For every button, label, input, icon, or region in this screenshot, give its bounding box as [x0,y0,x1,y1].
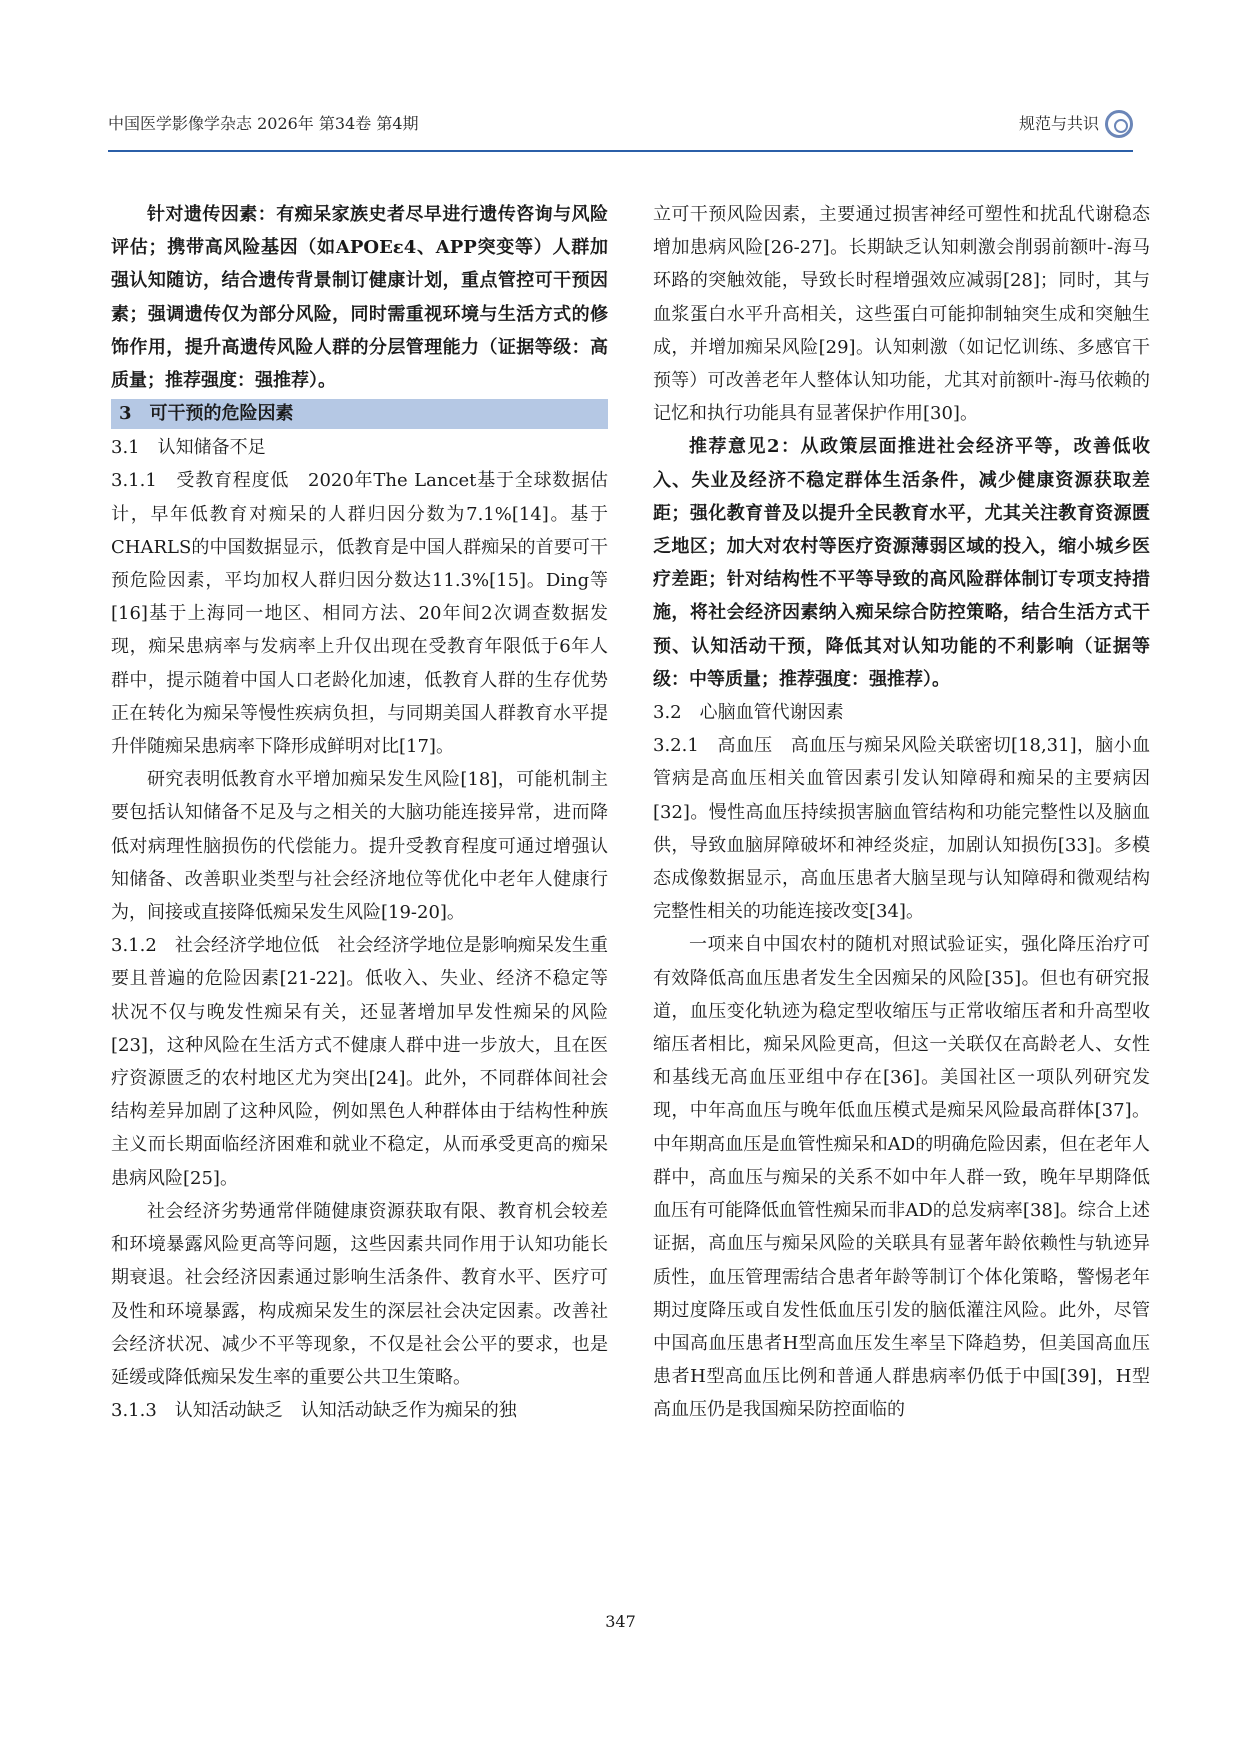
para-education-mechanism: 研究表明低教育水平增加痴呆发生风险[18]，可能机制主要包括认知储备不足及与之相关的大脑功能连接异常，进而降低对病理性脑损伤的代偿能力。提升受教育程度可通过增强认知储备、改善职业类型与社会经济地位等优化中老年人健康行为，间接或直接降低痴呆发生风险[19-20]。 [111,769,608,924]
journal-logo-icon [1105,110,1133,138]
running-header [108,104,1133,144]
para-cognitive-activity: 立可干预风险因素，主要通过损害神经可塑性和扰乱代谢稳态增加患病风险[26-27]。长期缺乏认知刺激会削弱前额叶-海马环路的突触效能，导致长时程增强效应减弱[28]；同时，其与血浆蛋白水平升高相关，这些蛋白可能抑制轴突生成和突触生成，并增加痴呆风险[29]。认知刺激（如记忆训练、多感官干预等）可改善老年人整体认知功能，尤其对前额叶-海马依赖的记忆和执行功能具有显著保护作用[30]。 [653,204,1150,425]
section-label: 规范与共识 [1018,114,1099,133]
para-3-2-1: 3.2.1 高血压 高血压与痴呆风险关联密切[18,31]，脑小血管病是高血压相关血管因素引发认知障碍和痴呆的主要病因[32]。慢性高血压持续损害脑血管结构和功能完整性以及脑血供，导致血脑屏障破坏和神经炎症，加剧认知损伤[33]。多模态成像数据显示，高血压患者大脑呈现与认知障碍和微观结构完整性相关的功能连接改变[34]。 [653,735,1150,923]
page-number: 347 [605,1612,636,1631]
para-3-1-1: 3.1.1 受教育程度低 2020年The Lancet基于全球数据估计，早年低教育对痴呆的人群归因分数为7.1%[14]。基于CHARLS的中国数据显示，低教育是中国人群痴呆的首要可干预危险因素，平均加权人群归因分数达11.3%[15]。Ding等[16]基于上海同一地区、相同方法、20年间2次调查数据发现，痴呆患病率与发病率上升仅出现在受教育年限低于6年人群中，提示随着中国人口老龄化加速，低教育人群的生存优势正在转化为痴呆等慢性疾病负担，与同期美国人群教育水平提升伴随痴呆患病率下降形成鲜明对比[17]。 [111,470,608,758]
subheading-3-1: 3.1 认知储备不足 [111,437,266,459]
subheading-3-2: 3.2 心脑血管代谢因素 [653,702,844,724]
para-3-1-2: 3.1.2 社会经济学地位低 社会经济学地位是影响痴呆发生重要且普遍的危险因素[21-22]。低收入、失业、经济不稳定等状况不仅与晚发性痴呆有关，还显著增加早发性痴呆的风险[23]，这种风险在生活方式不健康人群中进一步放大，且在医疗资源匮乏的农村地区尤为突出[24]。此外，不同群体间社会结构差异加剧了这种风险，例如黑色人种群体由于结构性种族主义而长期面临经济困难和就业不稳定，从而承受更高的痴呆患病风险[25]。 [111,935,608,1189]
section-label-wrap [1019,104,1133,144]
para-hypertension-evidence: 一项来自中国农村的随机对照试验证实，强化降压治疗可有效降低高血压患者发生全因痴呆的风险[35]。但也有研究报道，血压变化轨迹为稳定型收缩压与正常收缩压者和升高型收缩压者相比，痴呆风险更高，但这一关联仅在高龄老人、女性和基线无高血压亚组中存在[36]。美国社区一项队列研究发现，中年高血压与晚年低血压模式是痴呆风险最高群体[37]。中年期高血压是血管性痴呆和AD的明确危险因素，但在老年人群中，高血压与痴呆的关系不如中年人群一致，晚年早期降低血压有可能降低血管性痴呆而非AD的总发病率[38]。综合上述证据，高血压与痴呆风险的关联具有显著年龄依赖性与轨迹异质性，血压管理需结合患者年龄等制订个体化策略，警惕老年期过度降压或自发性低血压引发的脑低灌注风险。此外，尽管中国高血压患者H型高血压发生率呈下降趋势，但美国高血压患者H型高血压比例和普通人群患病率仍低于中国[39]，H型高血压仍是我国痴呆防控面临的 [653,934,1150,1421]
recommendation-2: 推荐意见2：从政策层面推进社会经济平等，改善低收入、失业及经济不稳定群体生活条件，减少健康资源获取差距；强化教育普及以提升全民教育水平，尤其关注教育资源匮乏地区；加大对农村等医疗资源薄弱区域的投入，缩小城乡医疗差距；针对结构性不平等导致的高风险群体制订专项支持措施，将社会经济因素纳入痴呆综合防控策略，结合生活方式干预、认知活动干预，降低其对认知功能的不利影响（证据等级：中等质量；推荐强度：强推荐）。 [653,436,1150,690]
right-column [653,198,1150,1427]
para-socioeconomic: 社会经济劣势通常伴随健康资源获取有限、教育机会较差和环境暴露风险更高等问题，这些因素共同作用于认知功能长期衰退。社会经济因素通过影响生活条件、教育水平、医疗可及性和环境暴露，构成痴呆发生的深层社会决定因素。改善社会经济状况、减少不平等现象，不仅是社会公平的要求，也是延缓或降低痴呆发生率的重要公共卫生策略。 [111,1200,608,1388]
genetics-recommendation: 针对遗传因素：有痴呆家族史者尽早进行遗传咨询与风险评估；携带高风险基因（如APOEε4、APP突变等）人群加强认知随访，结合遗传背景制订健康计划，重点管控可干预因素；强调遗传仅为部分风险，同时需重视环境与生活方式的修饰作用，提升高遗传风险人群的分层管理能力（证据等级：高质量；推荐强度：强推荐）。 [111,204,608,392]
para-3-1-3: 3.1.3 认知活动缺乏 认知活动缺乏作为痴呆的独 [111,1400,517,1422]
journal-title: 中国医学影像学杂志 2026年 第34卷 第4期 [108,114,419,133]
left-column [111,198,608,1427]
section-heading-3: 3 可干预的危险因素 [111,399,608,429]
header-rule [108,150,1133,152]
